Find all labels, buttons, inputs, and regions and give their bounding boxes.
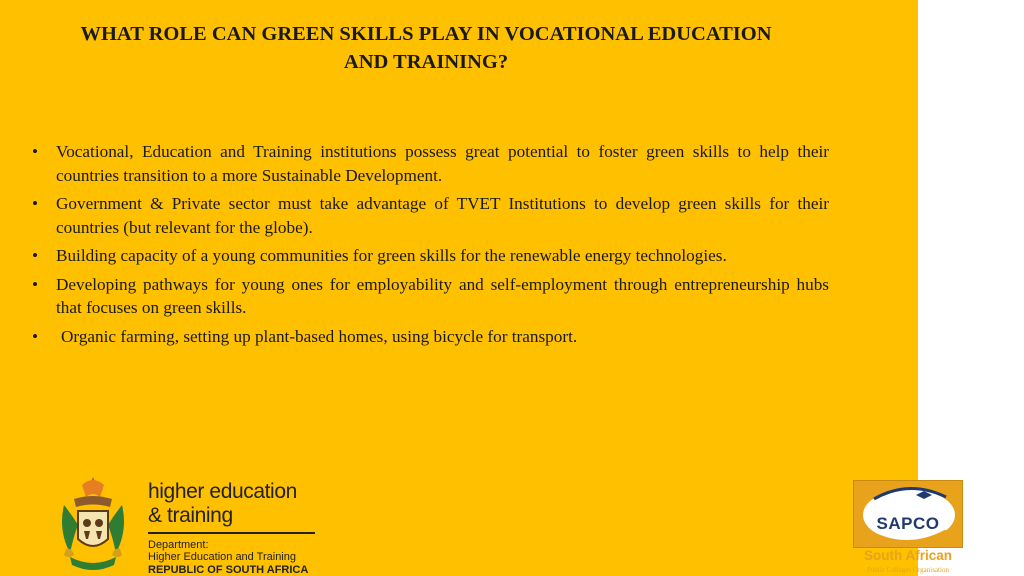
dhet-divider <box>148 532 315 534</box>
bullet-marker: • <box>32 142 39 161</box>
coat-of-arms-icon <box>52 475 134 576</box>
slide-title-line2: AND TRAINING? <box>343 51 509 73</box>
bullet-marker: • <box>32 246 39 265</box>
bullet-marker: • <box>32 326 39 346</box>
bullet-marker: • <box>32 274 39 294</box>
bullet-text: Developing pathways for young ones for employability and self-employment through entrepreneurship hubs that focuses on green skills. <box>56 274 829 317</box>
sapco-name: SAPCO <box>876 514 940 533</box>
bullet-text: Building capacity of a young communities for green skills for the renewable energy technologies. <box>56 246 727 265</box>
bullet-item <box>32 273 829 320</box>
slide-title-line1: WHAT ROLE CAN GREEN SKILLS PLAY IN VOCATIONAL EDUCATION <box>80 23 772 45</box>
sapco-logo <box>853 480 963 576</box>
bullet-item <box>32 244 829 268</box>
dhet-country: REPUBLIC OF SOUTH AFRICA <box>148 563 309 576</box>
bullet-item <box>32 140 829 187</box>
sapco-subtitle-2: Public Colleges Organisation <box>867 566 949 574</box>
dhet-dept-label: Department: <box>148 538 209 551</box>
bullet-text: Organic farming, setting up plant-based homes, using bicycle for transport. <box>61 326 578 346</box>
slide-title <box>20 20 832 76</box>
bullet-item <box>32 325 829 349</box>
bullet-marker: • <box>32 194 39 213</box>
dhet-line1: higher education <box>148 480 297 503</box>
dhet-dept-name: Higher Education and Training <box>148 551 296 563</box>
bullet-text: Vocational, Education and Training institutions possess great potential to foster green skills to help their countries transition to a more Sustainable Development. <box>56 142 829 185</box>
dhet-line2: & training <box>148 504 233 527</box>
sapco-subtitle-1: South African <box>863 548 952 563</box>
bullet-item <box>32 192 829 239</box>
bullet-list <box>32 140 829 353</box>
dhet-logo <box>148 480 318 576</box>
bullet-text: Government & Private sector must take advantage of TVET Institutions to develop green skills for their countries (but relevant for the globe). <box>56 194 829 237</box>
